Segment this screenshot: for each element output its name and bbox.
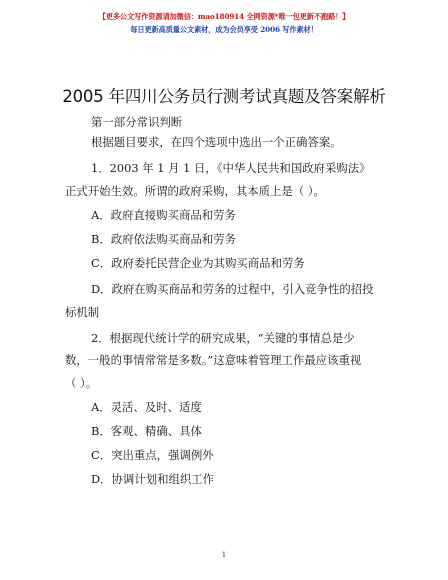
page-number: 1 <box>221 551 227 559</box>
question-2-line-3: （ ）。 <box>65 376 98 390</box>
question-1-option-a: A．政府直接购买商品和劳务 <box>91 208 236 222</box>
promo-banner-line-1: 【更多公文写作资源请加微信：mao180914 全网资源*唯一包更新不跑路！】 <box>98 12 350 21</box>
question-1-option-d: D．政府在购买商品和劳务的过程中，引入竞争性的招投 <box>91 282 374 296</box>
question-1-option-c: C．政府委托民营企业为其购买商品和劳务 <box>91 256 305 270</box>
question-1-line-1: 1．2003 年 1 月 1 日，《中华人民共和国政府采购法》 <box>91 161 371 175</box>
promo-banner-line-2: 每日更新高质量公文素材，成为会员享受 2006 写作素材！ <box>130 25 318 34</box>
question-2-option-c: C．突出重点，强调例外 <box>91 448 214 462</box>
instruction-text: 根据题目要求，在四个选项中选出一个正确答案。 <box>91 135 342 149</box>
question-1-option-b: B．政府依法购买商品和劳务 <box>91 232 237 246</box>
document-title: 2005 年四川公务员行测考试真题及答案解析 <box>62 87 386 106</box>
question-2-line-1: 2．根据现代统计学的研究成果，“关键的事情总是少 <box>91 331 355 345</box>
question-1-line-2: 正式开始生效。所谓的政府采购，其本质上是（ ）。 <box>65 184 325 198</box>
question-2-option-b: B．客观、精确、具体 <box>91 424 202 438</box>
question-2-option-a: A．灵活、及时、适度 <box>91 400 202 414</box>
question-2-line-2: 数，一般的事情常常是多数。”这意味着管理工作最应该重视 <box>65 353 362 367</box>
section-heading: 第一部分常识判断 <box>91 115 183 129</box>
question-1-option-d-continued: 标机制 <box>65 305 100 319</box>
question-2-option-d: D．协调计划和组织工作 <box>91 472 215 486</box>
